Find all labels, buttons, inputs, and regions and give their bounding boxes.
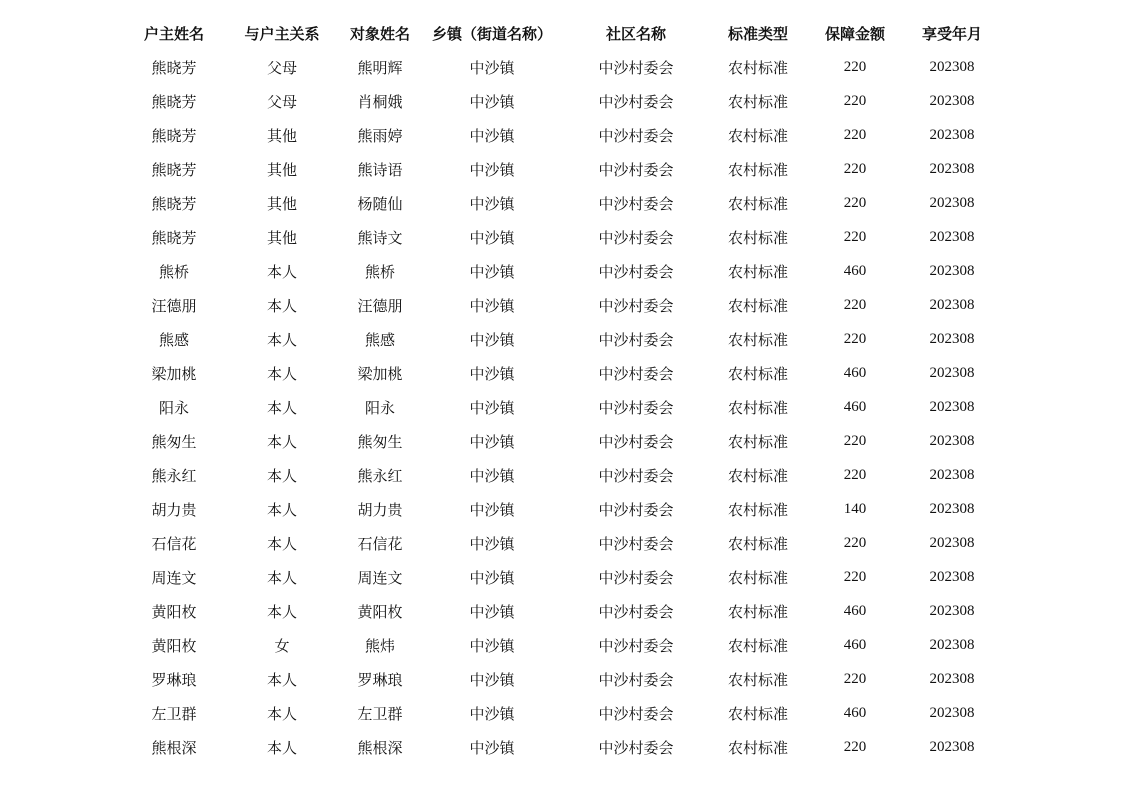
cell-relationship: 本人 <box>266 262 297 281</box>
cell-household-head: 梁加桃 <box>151 364 197 383</box>
cell-amount: 460 <box>843 704 867 721</box>
cell-month: 202308 <box>929 126 975 143</box>
cell-township: 中沙镇 <box>469 636 515 655</box>
cell-recipient-name: 阳永 <box>364 398 395 417</box>
cell-recipient-name: 周连文 <box>357 568 403 587</box>
cell-standard-type: 农村标准 <box>727 670 788 689</box>
cell-household-head: 黄阳枚 <box>151 602 197 621</box>
cell-month: 202308 <box>929 364 975 381</box>
cell-township: 中沙镇 <box>469 738 515 757</box>
cell-township: 中沙镇 <box>469 160 515 179</box>
cell-amount: 220 <box>843 296 867 313</box>
cell-standard-type: 农村标准 <box>727 194 788 213</box>
cell-household-head: 阳永 <box>158 398 189 417</box>
cell-relationship: 本人 <box>266 398 297 417</box>
cell-amount: 460 <box>843 602 867 619</box>
cell-standard-type: 农村标准 <box>727 58 788 77</box>
cell-recipient-name: 熊明辉 <box>357 58 403 77</box>
table-row <box>120 152 998 186</box>
cell-amount: 220 <box>843 568 867 585</box>
cell-relationship: 本人 <box>266 704 297 723</box>
cell-township: 中沙镇 <box>469 534 515 553</box>
cell-township: 中沙镇 <box>469 228 515 247</box>
cell-recipient-name: 熊匆生 <box>357 432 403 451</box>
header-community: 社区名称 <box>605 24 666 43</box>
cell-standard-type: 农村标准 <box>727 364 788 383</box>
cell-community: 中沙村委会 <box>598 534 674 553</box>
cell-community: 中沙村委会 <box>598 194 674 213</box>
cell-household-head: 石信花 <box>151 534 197 553</box>
cell-community: 中沙村委会 <box>598 126 674 145</box>
cell-recipient-name: 罗琳琅 <box>357 670 403 689</box>
cell-township: 中沙镇 <box>469 432 515 451</box>
cell-community: 中沙村委会 <box>598 160 674 179</box>
cell-relationship: 本人 <box>266 534 297 553</box>
cell-month: 202308 <box>929 500 975 517</box>
cell-amount: 220 <box>843 330 867 347</box>
cell-relationship: 其他 <box>266 126 297 145</box>
cell-community: 中沙村委会 <box>598 296 674 315</box>
cell-recipient-name: 左卫群 <box>357 704 403 723</box>
cell-recipient-name: 石信花 <box>357 534 403 553</box>
cell-township: 中沙镇 <box>469 704 515 723</box>
cell-household-head: 熊感 <box>158 330 189 349</box>
cell-standard-type: 农村标准 <box>727 704 788 723</box>
cell-standard-type: 农村标准 <box>727 534 788 553</box>
cell-community: 中沙村委会 <box>598 228 674 247</box>
header-relationship: 与户主关系 <box>244 24 320 43</box>
cell-community: 中沙村委会 <box>598 330 674 349</box>
cell-standard-type: 农村标准 <box>727 738 788 757</box>
table-row <box>120 492 998 526</box>
cell-community: 中沙村委会 <box>598 262 674 281</box>
cell-community: 中沙村委会 <box>598 58 674 77</box>
cell-household-head: 黄阳枚 <box>151 636 197 655</box>
cell-township: 中沙镇 <box>469 398 515 417</box>
cell-recipient-name: 熊根深 <box>357 738 403 757</box>
cell-month: 202308 <box>929 738 975 755</box>
cell-recipient-name: 汪德朋 <box>357 296 403 315</box>
table-row <box>120 628 998 662</box>
cell-month: 202308 <box>929 262 975 279</box>
cell-relationship: 本人 <box>266 500 297 519</box>
cell-household-head: 汪德朋 <box>151 296 197 315</box>
table-row <box>120 288 998 322</box>
cell-recipient-name: 肖桐娥 <box>357 92 403 111</box>
cell-month: 202308 <box>929 466 975 483</box>
cell-amount: 220 <box>843 466 867 483</box>
cell-township: 中沙镇 <box>469 194 515 213</box>
cell-relationship: 本人 <box>266 602 297 621</box>
cell-recipient-name: 胡力贵 <box>357 500 403 519</box>
cell-amount: 220 <box>843 670 867 687</box>
cell-amount: 220 <box>843 92 867 109</box>
cell-township: 中沙镇 <box>469 92 515 111</box>
cell-month: 202308 <box>929 704 975 721</box>
header-township: 乡镇（街道名称） <box>431 24 552 43</box>
cell-household-head: 熊晓芳 <box>151 126 197 145</box>
table-row <box>120 186 998 220</box>
cell-relationship: 本人 <box>266 568 297 587</box>
cell-household-head: 熊根深 <box>151 738 197 757</box>
table-row <box>120 424 998 458</box>
cell-relationship: 本人 <box>266 330 297 349</box>
cell-recipient-name: 熊诗文 <box>357 228 403 247</box>
table-row <box>120 50 998 84</box>
cell-township: 中沙镇 <box>469 466 515 485</box>
table-row <box>120 526 998 560</box>
cell-amount: 220 <box>843 160 867 177</box>
cell-amount: 460 <box>843 398 867 415</box>
cell-standard-type: 农村标准 <box>727 432 788 451</box>
header-row <box>120 16 998 50</box>
cell-community: 中沙村委会 <box>598 738 674 757</box>
header-household-head: 户主姓名 <box>143 24 204 43</box>
cell-recipient-name: 熊诗语 <box>357 160 403 179</box>
cell-recipient-name: 黄阳枚 <box>357 602 403 621</box>
cell-amount: 460 <box>843 364 867 381</box>
cell-relationship: 女 <box>274 636 290 655</box>
table-row <box>120 662 998 696</box>
cell-community: 中沙村委会 <box>598 364 674 383</box>
cell-township: 中沙镇 <box>469 296 515 315</box>
cell-recipient-name: 熊永红 <box>357 466 403 485</box>
cell-household-head: 左卫群 <box>151 704 197 723</box>
cell-standard-type: 农村标准 <box>727 228 788 247</box>
cell-community: 中沙村委会 <box>598 602 674 621</box>
cell-amount: 460 <box>843 262 867 279</box>
table-row <box>120 84 998 118</box>
cell-amount: 460 <box>843 636 867 653</box>
cell-month: 202308 <box>929 92 975 109</box>
header-recipient-name: 对象姓名 <box>349 24 410 43</box>
cell-amount: 220 <box>843 126 867 143</box>
cell-community: 中沙村委会 <box>598 500 674 519</box>
cell-standard-type: 农村标准 <box>727 126 788 145</box>
header-standard-type: 标准类型 <box>727 24 788 43</box>
table-row <box>120 696 998 730</box>
cell-amount: 220 <box>843 738 867 755</box>
cell-standard-type: 农村标准 <box>727 330 788 349</box>
table-row <box>120 390 998 424</box>
table-row <box>120 220 998 254</box>
cell-month: 202308 <box>929 636 975 653</box>
cell-relationship: 父母 <box>266 92 297 111</box>
cell-relationship: 其他 <box>266 228 297 247</box>
cell-household-head: 熊晓芳 <box>151 194 197 213</box>
cell-community: 中沙村委会 <box>598 466 674 485</box>
cell-township: 中沙镇 <box>469 670 515 689</box>
table-row <box>120 254 998 288</box>
cell-standard-type: 农村标准 <box>727 262 788 281</box>
cell-household-head: 熊永红 <box>151 466 197 485</box>
cell-relationship: 本人 <box>266 432 297 451</box>
cell-household-head: 熊晓芳 <box>151 58 197 77</box>
cell-standard-type: 农村标准 <box>727 160 788 179</box>
cell-standard-type: 农村标准 <box>727 296 788 315</box>
table-row <box>120 322 998 356</box>
cell-community: 中沙村委会 <box>598 432 674 451</box>
cell-household-head: 熊桥 <box>158 262 189 281</box>
header-month: 享受年月 <box>921 24 982 43</box>
cell-standard-type: 农村标准 <box>727 92 788 111</box>
cell-month: 202308 <box>929 602 975 619</box>
cell-relationship: 本人 <box>266 466 297 485</box>
header-amount: 保障金额 <box>824 24 885 43</box>
cell-month: 202308 <box>929 296 975 313</box>
table-row <box>120 356 998 390</box>
cell-household-head: 熊晓芳 <box>151 160 197 179</box>
cell-community: 中沙村委会 <box>598 704 674 723</box>
table-row <box>120 560 998 594</box>
table-row <box>120 118 998 152</box>
cell-amount: 220 <box>843 58 867 75</box>
cell-relationship: 父母 <box>266 58 297 77</box>
cell-recipient-name: 熊雨婷 <box>357 126 403 145</box>
cell-month: 202308 <box>929 398 975 415</box>
cell-recipient-name: 熊炜 <box>364 636 395 655</box>
cell-month: 202308 <box>929 228 975 245</box>
cell-month: 202308 <box>929 670 975 687</box>
cell-month: 202308 <box>929 568 975 585</box>
cell-amount: 220 <box>843 194 867 211</box>
cell-township: 中沙镇 <box>469 126 515 145</box>
cell-township: 中沙镇 <box>469 364 515 383</box>
cell-month: 202308 <box>929 534 975 551</box>
benefit-table <box>120 16 998 764</box>
cell-month: 202308 <box>929 58 975 75</box>
cell-household-head: 罗琳琅 <box>151 670 197 689</box>
cell-relationship: 其他 <box>266 194 297 213</box>
cell-relationship: 其他 <box>266 160 297 179</box>
cell-standard-type: 农村标准 <box>727 602 788 621</box>
cell-township: 中沙镇 <box>469 500 515 519</box>
cell-month: 202308 <box>929 160 975 177</box>
table-row <box>120 594 998 628</box>
cell-household-head: 熊晓芳 <box>151 228 197 247</box>
table-row <box>120 730 998 764</box>
cell-standard-type: 农村标准 <box>727 500 788 519</box>
cell-standard-type: 农村标准 <box>727 466 788 485</box>
cell-standard-type: 农村标准 <box>727 568 788 587</box>
cell-township: 中沙镇 <box>469 568 515 587</box>
cell-community: 中沙村委会 <box>598 398 674 417</box>
cell-standard-type: 农村标准 <box>727 636 788 655</box>
cell-amount: 220 <box>843 228 867 245</box>
cell-recipient-name: 熊感 <box>364 330 395 349</box>
cell-recipient-name: 梁加桃 <box>357 364 403 383</box>
cell-recipient-name: 杨随仙 <box>357 194 403 213</box>
cell-community: 中沙村委会 <box>598 670 674 689</box>
cell-amount: 220 <box>843 534 867 551</box>
cell-relationship: 本人 <box>266 364 297 383</box>
cell-relationship: 本人 <box>266 670 297 689</box>
table-row <box>120 458 998 492</box>
cell-township: 中沙镇 <box>469 602 515 621</box>
cell-household-head: 熊晓芳 <box>151 92 197 111</box>
cell-month: 202308 <box>929 432 975 449</box>
cell-amount: 220 <box>843 432 867 449</box>
cell-household-head: 熊匆生 <box>151 432 197 451</box>
cell-relationship: 本人 <box>266 738 297 757</box>
cell-amount: 140 <box>843 500 867 517</box>
cell-household-head: 胡力贵 <box>151 500 197 519</box>
cell-community: 中沙村委会 <box>598 92 674 111</box>
cell-month: 202308 <box>929 330 975 347</box>
cell-month: 202308 <box>929 194 975 211</box>
cell-relationship: 本人 <box>266 296 297 315</box>
cell-township: 中沙镇 <box>469 58 515 77</box>
cell-recipient-name: 熊桥 <box>364 262 395 281</box>
cell-community: 中沙村委会 <box>598 568 674 587</box>
cell-household-head: 周连文 <box>151 568 197 587</box>
cell-standard-type: 农村标准 <box>727 398 788 417</box>
cell-township: 中沙镇 <box>469 262 515 281</box>
cell-community: 中沙村委会 <box>598 636 674 655</box>
cell-township: 中沙镇 <box>469 330 515 349</box>
